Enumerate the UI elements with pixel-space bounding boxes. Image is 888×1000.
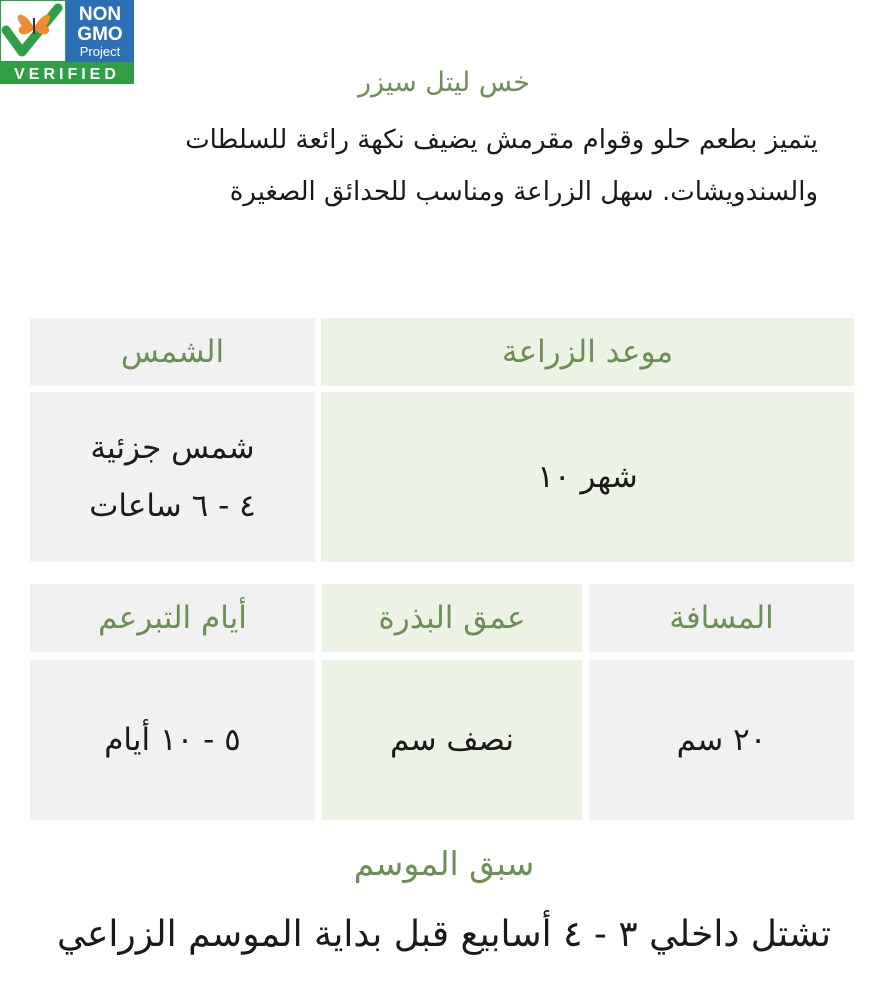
sun-value-line-2: ٤ - ٦ ساعات	[89, 488, 256, 524]
description-line-1: يتميز بطعم حلو وقوام مقرمش يضيف نكهة رائعة للسلطات	[185, 125, 818, 155]
logo-text-verified: VERIFIED	[14, 66, 120, 83]
sun-header	[30, 318, 315, 386]
seed-depth-value	[322, 660, 582, 820]
logo-text-project: Project	[79, 44, 121, 59]
planting-time-value	[321, 392, 854, 562]
product-title: خس ليتل سيزر	[358, 67, 530, 98]
description-line-2: والسندويشات. سهل الزراعة ومناسب للحدائق الصغيرة	[229, 177, 818, 207]
spacing-header	[589, 584, 854, 652]
spacing-value-text: ٢٠ سم	[676, 722, 767, 758]
sun-value-line-1: شمس جزئية	[90, 430, 255, 466]
planting-time-value-text: شهر ١٠	[537, 459, 638, 495]
season-start-text: تشتل داخلي ٣ - ٤ أسابيع قبل بداية الموسم الزراعي	[56, 914, 832, 955]
spacing-value	[589, 660, 854, 820]
germination-days-value-text: ٥ - ١٠ أيام	[104, 722, 241, 758]
planting-time-header	[321, 318, 854, 386]
germination-days-header	[30, 584, 315, 652]
logo-text-non: NON	[78, 4, 122, 25]
logo-text-gmo: GMO	[77, 24, 123, 45]
germination-days-value	[30, 660, 315, 820]
seed-depth-header	[322, 584, 582, 652]
germination-days-header-label: أيام التبرعم	[98, 600, 247, 636]
planting-time-header-label: موعد الزراعة	[501, 334, 674, 370]
seed-depth-value-text: نصف سم	[389, 722, 515, 758]
seed-depth-header-label: عمق البذرة	[378, 600, 526, 636]
spacing-header-label: المسافة	[669, 600, 774, 636]
sun-header-label: الشمس	[120, 334, 225, 370]
season-start-title: سبق الموسم	[353, 844, 535, 883]
sun-value	[30, 392, 315, 562]
